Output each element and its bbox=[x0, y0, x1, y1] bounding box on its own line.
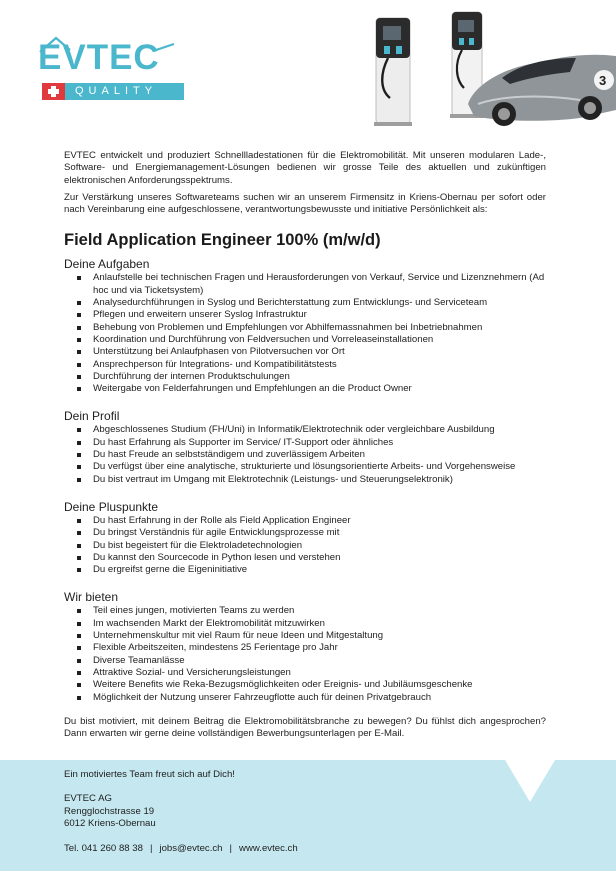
intro bbox=[64, 150, 546, 216]
list-item: Diverse Teamanlässe bbox=[64, 655, 546, 667]
list-item: Du verfügst über eine analytische, strukturierte und lösungsorientierte Arbeits- und Vorgehensweise bbox=[64, 461, 546, 473]
list-item: Anlaufstelle bei technischen Fragen und Herausforderungen von Verkauf, Service und Lizenznehmern (Ad hoc und via Ticketsystem) bbox=[64, 272, 546, 297]
section-heading: Deine Aufgaben bbox=[64, 257, 150, 272]
list-item: Behebung von Problemen und Empfehlungen vor Abhilfemassnahmen bei Inbetriebnahmen bbox=[64, 322, 546, 334]
bullet-list bbox=[64, 605, 546, 703]
list-item: Attraktive Sozial- und Versicherungsleistungen bbox=[64, 667, 546, 679]
list-item: Flexible Arbeitszeiten, mindestens 25 Ferientage pro Jahr bbox=[64, 642, 546, 654]
bullet-list bbox=[64, 424, 546, 485]
list-item: Du bist vertraut im Umgang mit Elektrotechnik (Leistungs- und Steuerungselektronik) bbox=[64, 474, 546, 486]
intro-paragraph-company: EVTEC entwickelt und produziert Schnellladestationen für die Elektromobilität. Mit unseren modularen Lade-, Software- und Energiemanagement-Lösungen bedienen wir grosse Teile des aktuellen und zukünftigen elektronischen Anforderungsspektrums. bbox=[64, 150, 546, 186]
list-item: Koordination und Durchführung von Feldversuchen und Vorreleaseinstallationen bbox=[64, 334, 546, 346]
section-heading: Dein Profil bbox=[64, 409, 120, 424]
list-item: Durchführung der internen Produktschulungen bbox=[64, 371, 546, 383]
list-item: Weitergabe von Felderfahrungen und Empfehlungen an die Product Owner bbox=[64, 383, 546, 395]
logo-quality-bar bbox=[42, 83, 184, 100]
company-name: EVTEC AG bbox=[64, 793, 112, 805]
section-pluspunkte bbox=[64, 500, 546, 576]
phone-number: Tel. 041 260 88 38 bbox=[64, 843, 143, 855]
list-item: Unternehmenskultur mit viel Raum für neue Ideen und Mitgestaltung bbox=[64, 630, 546, 642]
logo-wordmark: EVTEC bbox=[38, 38, 160, 77]
bullet-list bbox=[64, 515, 546, 576]
charging-station-icon bbox=[374, 18, 412, 126]
team-message: Ein motiviertes Team freut sich auf Dich! bbox=[64, 769, 235, 780]
city-address: 6012 Kriens-Obernau bbox=[64, 817, 156, 829]
list-item: Teil eines jungen, motivierten Teams zu werden bbox=[64, 605, 546, 617]
swiss-flag-icon bbox=[42, 83, 65, 100]
logo-tagline: QUALITY bbox=[65, 83, 184, 100]
list-item: Du bist begeistert für die Elektroladetechnologien bbox=[64, 540, 546, 552]
list-item: Weitere Benefits wie Reka-Bezugsmöglichkeiten oder Ereignis- und Jubiläumsgeschenke bbox=[64, 679, 546, 691]
email-link[interactable]: jobs@evtec.ch bbox=[159, 843, 223, 855]
list-item: Du ergreifst gerne die Eigeninitiative bbox=[64, 564, 546, 576]
svg-text:3: 3 bbox=[599, 73, 607, 88]
list-item: Im wachsenden Markt der Elektromobilität mitzuwirken bbox=[64, 618, 546, 630]
website-link[interactable]: www.evtec.ch bbox=[239, 843, 298, 855]
list-item: Unterstützung bei Anlaufphasen von Pilotversuchen vor Ort bbox=[64, 346, 546, 358]
separator: | bbox=[229, 843, 233, 855]
list-item: Analysedurchführungen in Syslog und Berichterstattung zum Entwicklungs- und Serviceteam bbox=[64, 297, 546, 309]
company-address bbox=[64, 793, 546, 830]
section-wir-bieten bbox=[64, 590, 546, 703]
footer-contact bbox=[64, 769, 546, 855]
list-item: Du hast Erfahrung in der Rolle als Field Application Engineer bbox=[64, 515, 546, 527]
list-item: Du hast Erfahrung als Supporter im Service/ IT-Support oder ähnliches bbox=[64, 437, 546, 449]
street-address: Rengglochstrasse 19 bbox=[64, 805, 155, 817]
page-header bbox=[0, 0, 616, 140]
section-heading: Deine Pluspunkte bbox=[64, 499, 159, 514]
hero-chargers-and-car-image bbox=[370, 0, 616, 140]
list-item: Ansprechperson für Integrations- und Kompatibilitätstests bbox=[64, 359, 546, 371]
section-profil bbox=[64, 409, 546, 485]
list-item: Du kannst den Sourcecode in Python lesen und verstehen bbox=[64, 552, 546, 564]
section-aufgaben bbox=[64, 257, 546, 395]
list-item: Möglichkeit der Nutzung unserer Fahrzeugflotte auch für deinen Privatgebrauch bbox=[64, 692, 546, 704]
bullet-list bbox=[64, 272, 546, 395]
contact-line bbox=[64, 843, 546, 855]
job-posting-body bbox=[64, 150, 546, 740]
intro-paragraph-search: Zur Verstärkung unseres Softwareteams suchen wir an unserem Firmensitz in Kriens-Obernau per sofort oder nach Vereinbarung eine aufgeschlossene, verantwortungsbewusste und initiative Persönlichkeit als: bbox=[64, 191, 546, 216]
evtec-logo bbox=[36, 34, 186, 106]
closing-paragraph: Du bist motiviert, mit deinem Beitrag die Elektromobilitätsbranche zu bewegen? Du fühlst dich angesprochen? Dann erwarten wir gerne deine vollständigen Bewerbungsunterlagen per E-Mail. bbox=[64, 715, 546, 740]
list-item: Abgeschlossenes Studium (FH/Uni) in Informatik/Elektrotechnik oder vergleichbare Ausbildung bbox=[64, 424, 546, 436]
sports-car-image bbox=[468, 55, 616, 126]
section-heading: Wir bieten bbox=[64, 590, 119, 605]
list-item: Pflegen und erweitern unserer Syslog Infrastruktur bbox=[64, 309, 546, 321]
list-item: Du bringst Verständnis für agile Entwicklungsprozesse mit bbox=[64, 527, 546, 539]
list-item: Du hast Freude an selbstständigem und zuverlässigem Arbeiten bbox=[64, 449, 546, 461]
separator: | bbox=[149, 843, 153, 855]
job-title: Field Application Engineer 100% (m/w/d) bbox=[64, 231, 381, 250]
